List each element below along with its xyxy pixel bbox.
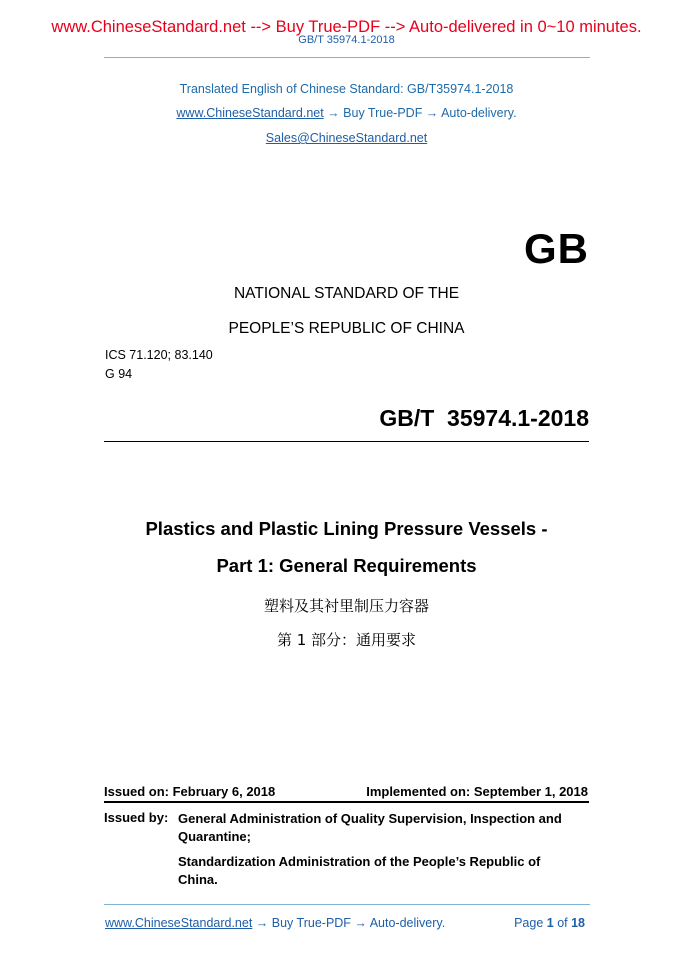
- footer-site-line: [105, 916, 445, 930]
- page-of: of: [553, 916, 572, 930]
- site-link[interactable]: www.ChineseStandard.net: [176, 106, 324, 120]
- ics-code: ICS 71.120; 83.140: [105, 348, 213, 362]
- issued-by-label: Issued by:: [104, 810, 169, 825]
- promo-banner[interactable]: www.ChineseStandard.net --> Buy True-PDF --> Auto-delivered in 0~10 minutes.: [51, 18, 642, 36]
- issuer-org2-line1: Standardization Administration of the People’s Republic of: [178, 854, 541, 869]
- standard-number: GB/T 35974.1-2018: [379, 405, 589, 431]
- page-total: 18: [571, 916, 585, 930]
- issued-on: Issued on: February 6, 2018: [104, 784, 276, 799]
- translation-note: Translated English of Chinese Standard: GB/T35974.1-2018: [179, 82, 514, 96]
- footer-divider: [104, 904, 590, 905]
- implemented-on: Implemented on: September 1, 2018: [366, 784, 588, 799]
- sales-line: [0, 131, 693, 145]
- title-cn-line1: 塑料及其衬里制压力容器: [263, 597, 429, 615]
- national-standard-line1: NATIONAL STANDARD OF THE: [233, 285, 460, 302]
- page-current: 1: [546, 916, 554, 930]
- dates-divider: [104, 801, 589, 803]
- title-cn-line2: 第 1 部分：通用要求: [276, 631, 417, 649]
- issuer-org2-line2: China.: [178, 872, 218, 887]
- number-divider: [104, 441, 589, 442]
- page-indicator: [514, 916, 585, 930]
- footer-site-rest: → Buy True-PDF → Auto-delivery.: [252, 916, 446, 930]
- header-divider: [104, 57, 590, 58]
- classification-code: G 94: [105, 367, 133, 381]
- site-line-rest: → Buy True-PDF → Auto-delivery.: [323, 106, 517, 120]
- title-en-line1: Plastics and Plastic Lining Pressure Vessels -: [145, 518, 548, 539]
- title-en-line2: Part 1: General Requirements: [216, 555, 477, 576]
- header-standard-code: GB/T 35974.1-2018: [298, 34, 395, 46]
- gb-logo: GB: [524, 225, 589, 272]
- dates-row: [104, 784, 588, 799]
- footer-site-link[interactable]: www.ChineseStandard.net: [105, 916, 253, 930]
- page-label: Page: [514, 916, 547, 930]
- issuer-org1-line2: Quarantine;: [178, 829, 251, 844]
- site-line: [0, 106, 693, 120]
- sales-email-link[interactable]: Sales@ChineseStandard.net: [265, 131, 428, 145]
- issuer-org1-line1: General Administration of Quality Supervision, Inspection and: [178, 811, 562, 826]
- national-standard-line2: PEOPLE’S REPUBLIC OF CHINA: [228, 320, 465, 337]
